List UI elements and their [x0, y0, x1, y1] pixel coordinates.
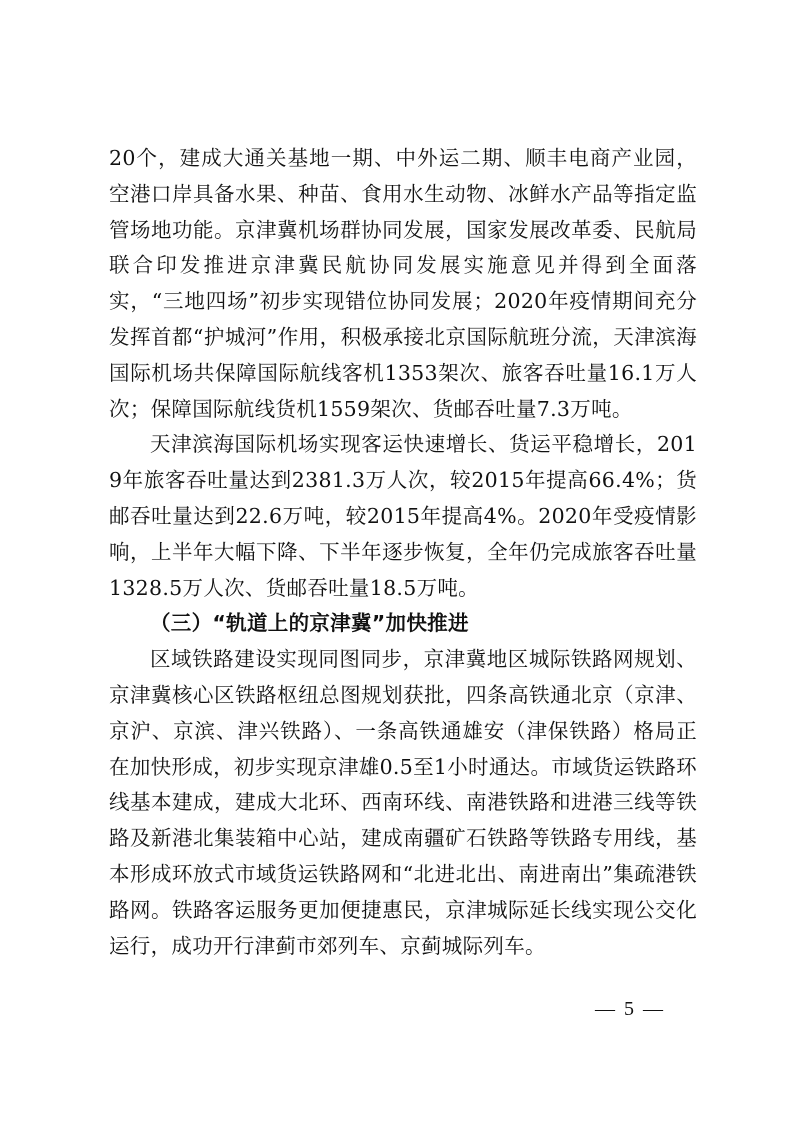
paragraph-continued: 20个，建成大通关基地一期、中外运二期、顺丰电商产业园，空港口岸具备水果、种苗、食用水生动物、冰鲜水产品等指定监管场地功能。京津冀机场群协同发展，国家发展改革委、民航局联合印发推进京津冀民航协同发展实施意见并得到全面落实，“三地四场”初步实现错位协同发展；2020年疫情期间充分发挥首都“护城河”作用，积极承接北京国际航班分流，天津滨海国际机场共保障国际航线客机1353架次、旅客吞吐量16.1万人次；保障国际航线货机1559架次、货邮吞吐量7.3万吨。: [109, 146, 697, 421]
page-number: — 5 —: [595, 998, 665, 1020]
section-heading: （三）“轨道上的京津冀”加快推进: [150, 611, 469, 636]
paragraph-tianjin-airport: 天津滨海国际机场实现客运快速增长、货运平稳增长，2019年旅客吞吐量达到2381.3万人次，较2015年提高66.4%；货邮吞吐量达到22.6万吨，较2015年提高4%。2020年受疫情影响，上半年大幅下降、下半年逐步恢复，全年仍完成旅客吞吐量1328.5万人次、货邮吞吐量18.5万吨。: [109, 432, 697, 600]
paragraph-railway: 区域铁路建设实现同图同步，京津冀地区城际铁路网规划、京津冀核心区铁路枢纽总图规划获批，四条高铁通北京（京津、京沪、京滨、津兴铁路）、一条高铁通雄安（津保铁路）格局正在加快形成，初步实现京津雄0.5至1小时通达。市域货运铁路环线基本建成，建成大北环、西南环线、南港铁路和进港三线等铁路及新港北集装箱中心站，建成南疆矿石铁路等铁路专用线，基本形成环放式市域货运铁路网和“北进北出、南进南出”集疏港铁路网。铁路客运服务更加便捷惠民，京津城际延长线实现公交化运行，成功开行津蓟市郊列车、京蓟城际列车。: [109, 647, 697, 958]
body-text: [109, 141, 697, 964]
